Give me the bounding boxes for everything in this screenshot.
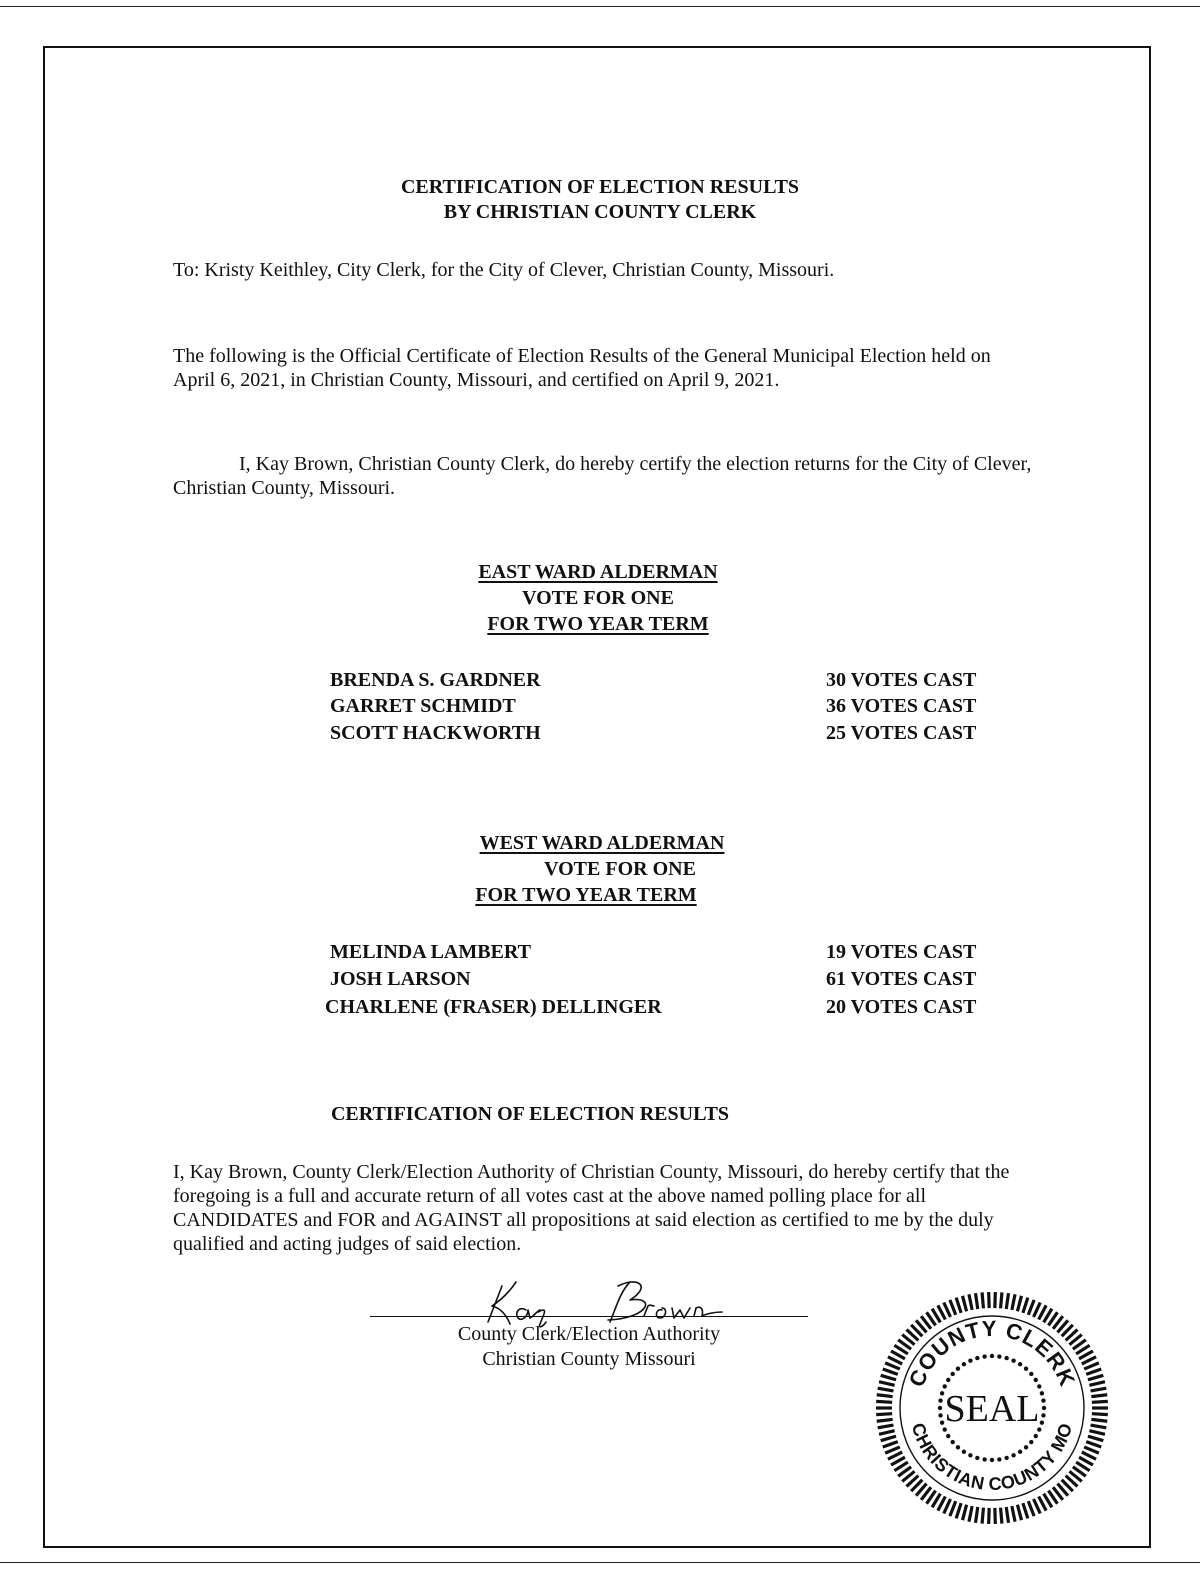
seal-dot — [1011, 1453, 1015, 1457]
seal-tick — [1017, 1505, 1021, 1520]
seal-dot — [938, 1406, 942, 1410]
seal-center-text: SEAL — [944, 1388, 1040, 1430]
seal-tick — [956, 1298, 961, 1313]
seal-tick — [883, 1369, 898, 1374]
race-subtitle-east: VOTE FOR ONE — [522, 587, 674, 609]
seal-dot — [990, 1458, 994, 1462]
seal-tick — [877, 1419, 893, 1421]
race-term-west: FOR TWO YEAR TERM — [475, 884, 697, 906]
seal-tick — [969, 1506, 972, 1522]
seal-tick — [1034, 1499, 1041, 1514]
candidate-name: GARRET SCHMIDT — [330, 695, 516, 717]
county-clerk-seal — [874, 1290, 1110, 1526]
seal-top-text: COUNTY CLERK — [903, 1315, 1081, 1391]
seal-tick — [1023, 1298, 1028, 1313]
seal-tick — [1006, 1293, 1008, 1309]
seal-dot — [1040, 1420, 1044, 1424]
seal-dot — [938, 1398, 942, 1402]
seal-tick — [1091, 1388, 1107, 1391]
seal-tick — [1086, 1442, 1101, 1447]
seal-dot — [1011, 1358, 1015, 1362]
seal-dot — [1024, 1367, 1028, 1371]
seal-dot — [962, 1450, 966, 1454]
seal-tick — [1012, 1506, 1015, 1522]
race-term-east: FOR TWO YEAR TERM — [487, 613, 709, 635]
candidate-name: SCOTT HACKWORTH — [330, 722, 541, 744]
seal-tick — [1001, 1292, 1002, 1308]
seal-dot — [1004, 1356, 1008, 1360]
seal-tick — [975, 1507, 977, 1523]
seal-tick — [1092, 1414, 1108, 1415]
seal-tick — [944, 1499, 951, 1514]
seal-tick — [1084, 1447, 1099, 1453]
seal-tick — [881, 1436, 896, 1441]
seal-dot — [1029, 1372, 1033, 1376]
seal-dot — [1034, 1434, 1038, 1438]
seal-dot — [1034, 1378, 1038, 1382]
seal-tick — [883, 1442, 898, 1447]
seal-tick — [1092, 1401, 1108, 1402]
seal-dot — [962, 1362, 966, 1366]
candidate-votes: 20 VOTES CAST — [826, 996, 977, 1018]
race-subtitle-west: VOTE FOR ONE — [544, 858, 696, 880]
certification-heading: CERTIFICATION OF ELECTION RESULTS — [330, 1103, 730, 1125]
seal-dot — [951, 1372, 955, 1376]
seal-dot — [1041, 1413, 1045, 1417]
seal-bottom-text: CHRISTIAN COUNTY MO — [907, 1420, 1077, 1495]
seal-dot — [968, 1358, 972, 1362]
seal-dot — [975, 1456, 979, 1460]
seal-tick — [1091, 1395, 1107, 1397]
seal-dot — [1040, 1391, 1044, 1395]
seal-tick — [881, 1375, 896, 1380]
signature-caption-title: County Clerk/Election Authority — [457, 1323, 721, 1345]
candidate-votes: 36 VOTES CAST — [826, 695, 977, 717]
seal-tick — [885, 1447, 900, 1453]
seal-dot — [982, 1457, 986, 1461]
seal-tick — [982, 1508, 983, 1524]
svg-text:CHRISTIAN COUNTY MO — [908, 1421, 1077, 1495]
seal-dot — [1041, 1398, 1045, 1402]
race-title-east: EAST WARD ALDERMAN — [478, 561, 718, 583]
candidate-name: JOSH LARSON — [330, 968, 471, 990]
seal-dot — [956, 1445, 960, 1449]
candidate-name: BRENDA S. GARDNER — [330, 669, 541, 691]
seal-dot — [975, 1356, 979, 1360]
seal-tick — [885, 1363, 900, 1369]
seal-tick — [1091, 1419, 1107, 1421]
addressee-line: To: Kristy Keithley, City Clerk, for the City of Clever, Christian County, Missouri. — [173, 259, 835, 281]
seal-tick — [878, 1388, 894, 1391]
race-title-west: WEST WARD ALDERMAN — [479, 832, 725, 854]
seal-tick — [982, 1292, 983, 1308]
seal-tick — [1088, 1436, 1103, 1441]
seal-dot — [946, 1434, 950, 1438]
seal-dot — [968, 1453, 972, 1457]
seal-dot — [990, 1354, 994, 1358]
seal-tick — [1089, 1431, 1105, 1435]
signature-image — [480, 1272, 780, 1328]
seal-dot — [1042, 1406, 1046, 1410]
seal-tick — [876, 1401, 892, 1402]
seal-tick — [1089, 1382, 1105, 1386]
seal-tick — [876, 1414, 892, 1415]
certify-paragraph: I, Kay Brown, Christian County Clerk, do hereby certify the election returns for the City of Clever, Christian County, Missouri. — [173, 453, 1032, 499]
seal-dot — [982, 1354, 986, 1358]
seal-tick — [963, 1296, 967, 1311]
seal-dot — [997, 1457, 1001, 1461]
seal-tick — [1091, 1425, 1107, 1428]
document-subtitle: BY CHRISTIAN COUNTY CLERK — [443, 201, 757, 223]
seal-tick — [879, 1382, 895, 1386]
seal-tick — [879, 1431, 895, 1435]
seal-dot — [1024, 1445, 1028, 1449]
seal-dot — [946, 1378, 950, 1382]
document-title: CERTIFICATION OF ELECTION RESULTS — [400, 176, 800, 198]
seal-dot — [938, 1413, 942, 1417]
seal-tick — [950, 1300, 956, 1315]
seal-tick — [950, 1501, 956, 1516]
scan-edge-bottom — [0, 1562, 1200, 1563]
seal-tick — [963, 1505, 967, 1520]
seal-tick — [969, 1294, 972, 1310]
candidate-votes: 61 VOTES CAST — [826, 968, 977, 990]
seal-tick — [877, 1395, 893, 1397]
certification-paragraph: I, Kay Brown, County Clerk/Election Authority of Christian County, Missouri, do hereby certify that the foregoing is a full and accurate return of all votes cast at the above named polling place for all CANDIDATES and FOR and AGAINST all propositions at said election as certified to me by the duly qualified and acting judges of said election. — [173, 1161, 1010, 1255]
seal-dot — [956, 1367, 960, 1371]
scan-edge-top — [0, 6, 1200, 7]
seal-tick — [944, 1302, 951, 1317]
seal-tick — [1034, 1302, 1041, 1317]
seal-tick — [956, 1503, 961, 1518]
seal-tick — [1006, 1507, 1008, 1523]
seal-tick — [1028, 1300, 1034, 1315]
signature-caption-county: Christian County Missouri — [482, 1348, 696, 1370]
seal-tick — [1086, 1369, 1101, 1374]
candidate-name: CHARLENE (FRASER) DELLINGER — [325, 996, 662, 1018]
seal-dot — [1029, 1440, 1033, 1444]
intro-paragraph: The following is the Official Certificate of Election Results of the General Municipal Election held on April 6, 2021, in Christian County, Missouri, and certified on April 9, 2021. — [173, 345, 991, 391]
seal-tick — [1088, 1375, 1103, 1380]
candidate-name: MELINDA LAMBERT — [330, 941, 531, 963]
candidate-votes: 25 VOTES CAST — [826, 722, 977, 744]
seal-dot — [997, 1354, 1001, 1358]
seal-dot — [951, 1440, 955, 1444]
seal-tick — [878, 1425, 894, 1428]
seal-tick — [975, 1293, 977, 1309]
seal-tick — [1012, 1294, 1015, 1310]
seal-dot — [1004, 1456, 1008, 1460]
seal-tick — [1023, 1503, 1028, 1518]
seal-tick — [1084, 1363, 1099, 1369]
candidate-votes: 19 VOTES CAST — [826, 941, 977, 963]
candidate-votes: 30 VOTES CAST — [826, 669, 977, 691]
signature-line — [370, 1316, 808, 1317]
seal-tick — [1001, 1508, 1002, 1524]
seal-tick — [1017, 1296, 1021, 1311]
seal-dot — [1018, 1450, 1022, 1454]
seal-tick — [1028, 1501, 1034, 1516]
seal-dot — [1018, 1362, 1022, 1366]
